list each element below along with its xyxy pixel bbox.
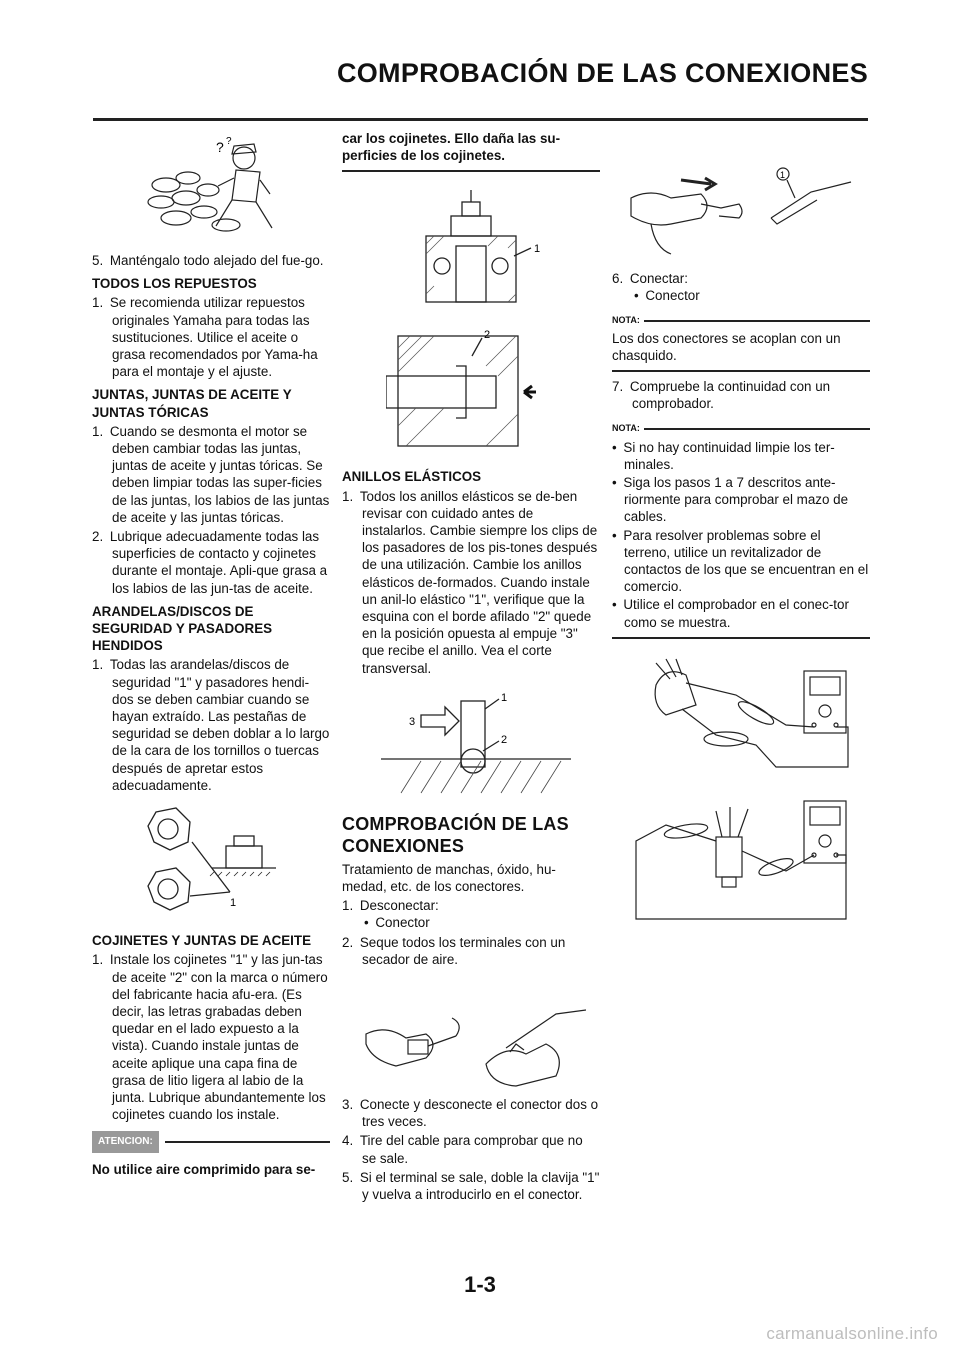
note-end-rule bbox=[612, 637, 870, 639]
column-2 bbox=[342, 130, 600, 1203]
section-heading: TODOS LOS REPUESTOS bbox=[92, 276, 257, 292]
list-item: 1. Se recomienda utilizar repuestos originales Yamaha para todas las sustituciones. Utilice el aceite o grasa recomendados por Yama-ha para el montaje y el ajuste. bbox=[92, 295, 318, 380]
connector-drying-illustration bbox=[356, 1004, 586, 1094]
intro-text: Tratamiento de manchas, óxido, hu-medad, etc. de los conectores. bbox=[342, 861, 556, 895]
section-heading: ARANDELAS/DISCOS DE SEGURIDAD Y PASADORES HENDIDOS bbox=[92, 603, 273, 654]
bullet-item: • Utilice el comprobador en el conec-tor como se muestra. bbox=[612, 597, 849, 630]
note-text: Los dos conectores se acoplan con un chasquido. bbox=[612, 330, 841, 363]
section-heading: JUNTAS, JUNTAS DE ACEITE Y JUNTAS TÓRICAS bbox=[92, 387, 292, 420]
list-item: 5. Si el terminal se sale, doble la clavija "1" y vuelva a introducirlo en el conector. bbox=[342, 1169, 600, 1203]
list-item: 1. Instale los cojinetes "1" y las jun-tas de aceite "2" con la marca o número del fabricante hacia afu-era. (Es decir, las letras grabadas deben quedar en el lado expuesto a la vista). Cuando instale juntas de aceite aplique una capa fina de grasa de litio ligera al labio de la junta. Lubrique abundantemente los cojinetes cuando los instale. bbox=[92, 952, 328, 1123]
bullet-item: • Siga los pasos 1 a 7 descritos ante-riormente para comprobar el mazo de cables. bbox=[612, 475, 849, 525]
section-heading: ANILLOS ELÁSTICOS bbox=[342, 469, 482, 485]
warning-end-rule bbox=[342, 170, 600, 172]
oil-seal-diagram bbox=[386, 326, 556, 456]
figure-label: 2 bbox=[501, 733, 508, 746]
pin-bending-illustration bbox=[621, 158, 861, 268]
bullet-item: • Para resolver problemas sobre el terreno, utilice un revitalizador de contactos de los que se encuentran en el comercio. bbox=[612, 527, 869, 595]
section-heading: COJINETES Y JUNTAS DE ACEITE bbox=[92, 933, 312, 949]
lock-washer-diagram bbox=[126, 802, 296, 922]
column-1 bbox=[92, 130, 330, 1178]
figure-label: 3 bbox=[409, 715, 416, 728]
tester-diagram-2 bbox=[626, 791, 856, 921]
note-label: NOTA: bbox=[612, 312, 870, 329]
bearing-diagram bbox=[396, 186, 546, 316]
figure-label: 1 bbox=[780, 170, 786, 180]
list-item: 2. Seque todos los terminales con un secador de aire. bbox=[342, 934, 566, 967]
list-item: 2. Lubrique adecuadamente todas las superficies de contacto y cojinetes durante el montaje. Apli-que grasa a los labios de las jun-tas de aceite. bbox=[92, 529, 328, 596]
list-item: 6. Conectar: bbox=[612, 271, 688, 286]
sub-item: • Conector bbox=[364, 915, 430, 931]
figure-label: 2 bbox=[484, 329, 491, 342]
bullet-item: • Si no hay continuidad limpie los ter-minales. bbox=[612, 439, 835, 472]
attention-badge: ATENCION: bbox=[92, 1131, 159, 1152]
sub-item: • Conector bbox=[634, 288, 700, 304]
main-section-heading: COMPROBACIÓN DE LAS CONEXIONES bbox=[342, 813, 569, 856]
list-item: 5. Manténgalo todo alejado del fue-go. bbox=[92, 253, 324, 268]
warning-text-continued: car los cojinetes. Ello daña las su-perficies de los cojinetes. bbox=[342, 131, 561, 164]
warning-text: No utilice aire comprimido para se- bbox=[92, 1161, 316, 1177]
header-rule bbox=[93, 118, 868, 121]
note-label: NOTA: bbox=[612, 420, 870, 437]
figure-label: 1 bbox=[534, 243, 541, 256]
page-title: COMPROBACIÓN DE LAS CONEXIONES bbox=[336, 58, 868, 88]
figure-label: 1 bbox=[501, 691, 508, 704]
list-item: 3. Conecte y desconecte el conector dos o tres veces. bbox=[342, 1097, 599, 1130]
column-3 bbox=[612, 130, 870, 921]
list-item: 4. Tire del cable para comprobar que no se sale. bbox=[342, 1133, 583, 1166]
page-number: 1-3 bbox=[464, 1272, 496, 1297]
list-item: 1. Todas las arandelas/discos de seguridad "1" y pasadores hendi-dos se deben cambiar cuando se hayan extraído. Las pestañas de seguridad se deben doblar a lo largo de la cara de los tornillos o tuercas después de apretar estos adecuadamente. bbox=[92, 657, 330, 793]
svg-text:?: ? bbox=[216, 139, 224, 155]
note-end-rule bbox=[612, 370, 870, 372]
tester-diagram-1 bbox=[626, 655, 856, 785]
svg-text:?: ? bbox=[226, 136, 232, 147]
list-item: 7. Compruebe la continuidad con un comprobador. bbox=[612, 379, 831, 412]
list-item: 1. Desconectar: bbox=[342, 898, 439, 914]
mechanic-illustration bbox=[136, 130, 286, 250]
circlip-diagram bbox=[371, 689, 571, 799]
list-item: 1. Cuando se desmonta el motor se deben cambiar todas las juntas, juntas de aceite y juntas tóricas. Se deben limpiar todas las super-ficies de las juntas, los labios de las juntas de aceite y las juntas tóricas. bbox=[92, 423, 330, 525]
attention-label bbox=[92, 1131, 330, 1152]
figure-label: 1 bbox=[230, 897, 237, 910]
watermark: carmanualsonline.info bbox=[766, 1324, 938, 1343]
list-item: 1. Todos los anillos elásticos se de-ben revisar con cuidado antes de instalarlos. Cambie siempre los clips de los pasadores de los pis-tones después de una utilización. Cambie los anillos elásticos de-formados. Cuando instale un anil-lo elástico "1", verifique que la esquina con el borde afilado "2" quede en la posición opuesta al empuje "3" que recibe el anillo. Vea el corte transversal. bbox=[342, 488, 598, 676]
